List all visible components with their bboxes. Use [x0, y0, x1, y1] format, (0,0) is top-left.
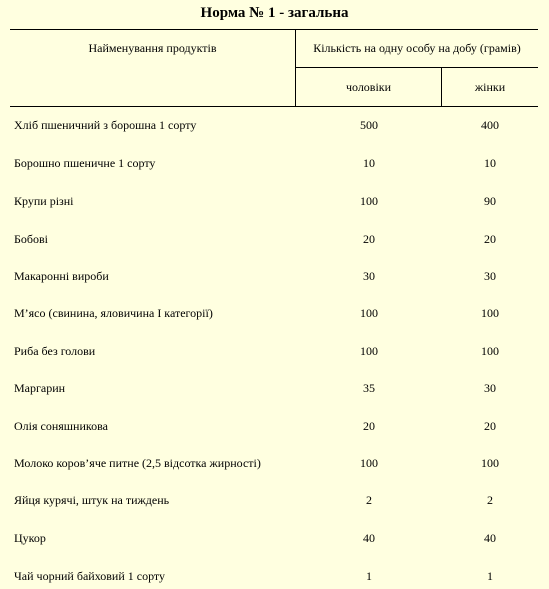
men-quantity: 1 — [366, 569, 372, 583]
table-row — [0, 341, 549, 361]
product-name: Цукор — [14, 531, 46, 545]
table-row — [0, 191, 549, 211]
header-women: жінки — [474, 80, 506, 94]
women-quantity: 20 — [484, 232, 496, 246]
product-name: Хліб пшеничний з борошна 1 сорту — [14, 118, 197, 132]
women-quantity: 30 — [484, 269, 496, 283]
table-row — [0, 453, 549, 473]
women-quantity: 20 — [484, 419, 496, 433]
women-quantity: 100 — [481, 306, 499, 320]
women-quantity: 90 — [484, 194, 496, 208]
product-name: Макаронні вироби — [14, 269, 109, 283]
product-name: Риба без голови — [14, 344, 96, 358]
table-row — [0, 378, 549, 398]
product-name: Бобові — [14, 232, 48, 246]
header-men: чоловіки — [345, 80, 392, 94]
table-row — [0, 115, 549, 135]
product-name: Маргарин — [14, 381, 66, 395]
product-name: Молоко коров’яче питне (2,5 відсотка жирності) — [14, 456, 261, 470]
table-top-border — [10, 29, 538, 30]
document-title: Норма № 1 - загальна — [200, 5, 349, 21]
header-mid-divider — [296, 67, 538, 68]
header-quantity: Кількість на одну особу на добу (грамів) — [313, 41, 521, 55]
men-quantity: 30 — [363, 269, 375, 283]
men-quantity: 100 — [360, 344, 378, 358]
table-row — [0, 528, 549, 548]
men-quantity: 35 — [363, 381, 375, 395]
men-quantity: 100 — [360, 306, 378, 320]
product-name: Крупи різні — [14, 194, 74, 208]
men-quantity: 100 — [360, 456, 378, 470]
table-row — [0, 566, 549, 586]
table-row — [0, 490, 549, 510]
product-name: Чай чорний байховий 1 сорту — [14, 569, 166, 583]
product-name: Яйця курячі, штук на тиждень — [14, 493, 170, 507]
women-quantity: 400 — [481, 118, 499, 132]
header-bottom-border — [10, 106, 538, 107]
table-row — [0, 416, 549, 436]
product-name: М’ясо (свинина, яловичина І категорії) — [14, 306, 213, 320]
men-quantity: 100 — [360, 194, 378, 208]
men-quantity: 20 — [363, 232, 375, 246]
product-name: Олія соняшникова — [14, 419, 108, 433]
men-quantity: 2 — [366, 493, 372, 507]
women-quantity: 40 — [484, 531, 496, 545]
women-quantity: 2 — [487, 493, 493, 507]
header-product-name: Найменування продуктів — [88, 41, 217, 55]
women-quantity: 10 — [484, 156, 496, 170]
table-row — [0, 153, 549, 173]
women-quantity: 1 — [487, 569, 493, 583]
men-quantity: 10 — [363, 156, 375, 170]
men-quantity: 40 — [363, 531, 375, 545]
women-quantity: 100 — [481, 456, 499, 470]
product-name: Борошно пшеничне 1 сорту — [14, 156, 156, 170]
men-quantity: 20 — [363, 419, 375, 433]
women-quantity: 100 — [481, 344, 499, 358]
table-row — [0, 229, 549, 249]
women-quantity: 30 — [484, 381, 496, 395]
table-row — [0, 303, 549, 323]
table-row — [0, 266, 549, 286]
men-quantity: 500 — [360, 118, 378, 132]
